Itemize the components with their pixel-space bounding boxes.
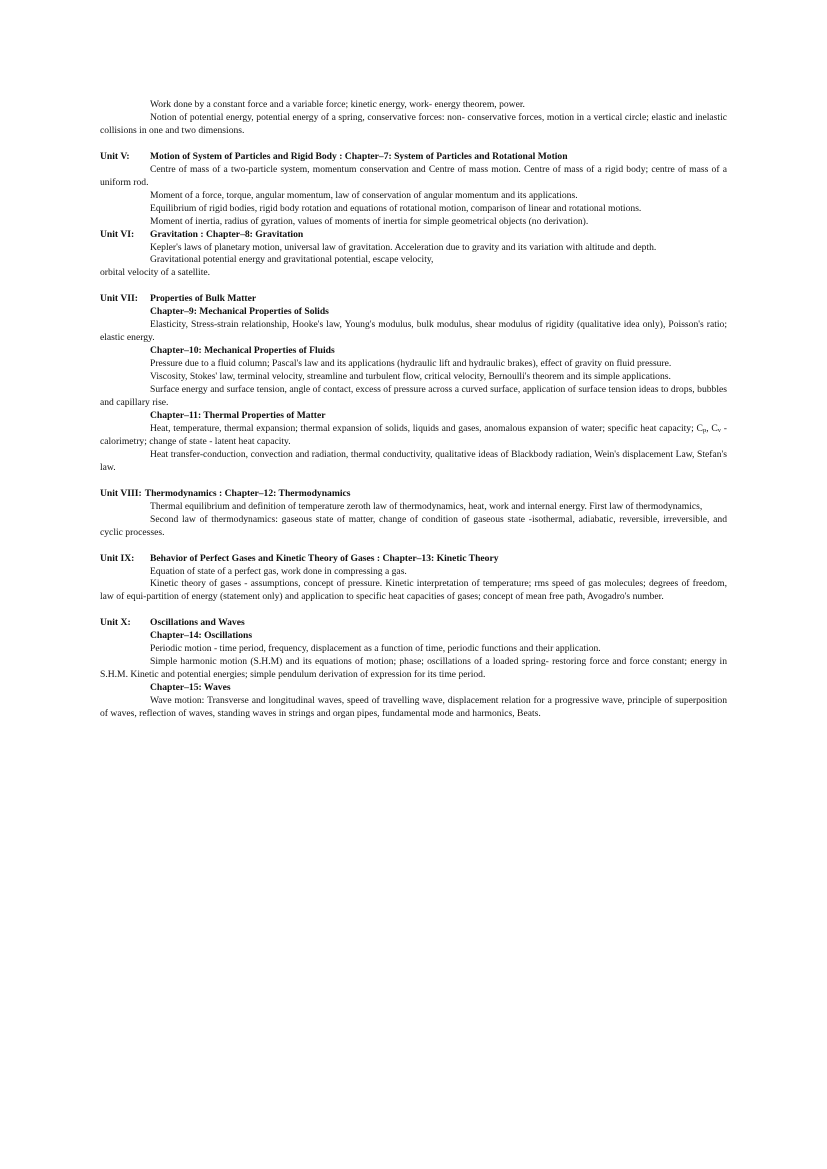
chapter-9-paragraph-elasticity: Elasticity, Stress-strain relationship, Hooke's law, Young's modulus, bulk modulus, shear modulus of rigidity (qualitative idea only), Poisson's ratio; elastic energy. xyxy=(100,319,727,344)
chapter-11-text-c: - calorimetry; change of state - latent heat capacity. xyxy=(100,422,728,447)
unit-10-label: Unit X: xyxy=(100,617,131,629)
cv-subscript: v xyxy=(717,426,722,434)
unit-6-label: Unit VI: xyxy=(100,228,135,240)
unit-8-paragraph-second-law: Second law of thermodynamics: gaseous state of matter, change of condition of gaseous state -isothermal, adiabatic, reversible, irreversible, and cyclic processes. xyxy=(100,513,727,538)
intro-paragraph-potential-energy: Notion of potential energy, potential energy of a spring, conservative forces: non- conservative forces, motion in a vertical circle; elastic and inelastic collisions in one and two dimensions. xyxy=(100,111,727,136)
unit-6-title: Gravitation : Chapter–8: Gravitation xyxy=(150,228,304,240)
chapter-10-paragraph-viscosity: Viscosity, Stokes' law, terminal velocity, streamline and turbulent flow, critical velocity, Bernoulli's theorem and its simple applications. xyxy=(150,371,671,383)
cp-subscript: p xyxy=(702,426,707,434)
unit-7-heading xyxy=(100,293,727,306)
unit-8-label: Unit VIII: xyxy=(100,487,142,499)
chapter-11-paragraph-heat-transfer: Heat transfer-conduction, convection and radiation, thermal conductivity, qualitative ideas of Blackbody radiation, Wein's displacement Law, Stefan's law. xyxy=(100,448,727,473)
unit-5-title: Motion of System of Particles and Rigid Body : Chapter–7: System of Particles and Rotational Motion xyxy=(150,150,568,162)
unit-5-paragraph-centre-of-mass: Centre of mass of a two-particle system, momentum conservation and Centre of mass motion. Centre of mass of a rigid body; centre of mass of a uniform rod. xyxy=(100,163,727,188)
chapter-10-paragraph-pressure: Pressure due to a fluid column; Pascal's law and its applications (hydraulic lift and hydraulic brakes), effect of gravity on fluid pressure. xyxy=(150,358,672,370)
intro-paragraph-work: Work done by a constant force and a variable force; kinetic energy, work- energy theorem, power. xyxy=(150,99,525,110)
unit-7-title: Properties of Bulk Matter xyxy=(150,293,257,305)
unit-9-label: Unit IX: xyxy=(100,552,135,564)
unit-8-title: Thermodynamics : Chapter–12: Thermodynamics xyxy=(144,487,351,499)
unit-6-paragraph-orbital: orbital velocity of a satellite. xyxy=(100,267,211,279)
chapter-15-paragraph-waves: Wave motion: Transverse and longitudinal waves, speed of travelling wave, displacement relation for a progressive wave, principle of superposition of waves, reflection of waves, standing waves in strings and organ pipes, fundamental mode and harmonics, Beats. xyxy=(100,695,727,720)
unit-9-paragraph-equation-of-state: Equation of state of a perfect gas, work done in compressing a gas. xyxy=(150,565,407,577)
unit-6-paragraph-potential: Gravitational potential energy and gravitational potential, escape velocity, xyxy=(150,254,434,266)
chapter-11-heading: Chapter–11: Thermal Properties of Matter xyxy=(150,409,326,421)
unit-5-label: Unit V: xyxy=(100,150,130,162)
unit-10-title: Oscillations and Waves xyxy=(150,617,245,629)
unit-8-heading xyxy=(100,488,727,501)
unit-6-heading xyxy=(100,229,727,242)
chapter-11-text-b: , C xyxy=(706,422,718,434)
unit-9-paragraph-kinetic-theory: Kinetic theory of gases - assumptions, concept of pressure. Kinetic interpretation of temperature; rms speed of gas molecules; degrees of freedom, law of equi-partition of energy (statement only) and application to specific heat capacities of gases; concept of mean free path, Avogadro's number. xyxy=(100,578,727,603)
unit-8-paragraph-equilibrium: Thermal equilibrium and definition of temperature zeroth law of thermodynamics, heat, work and internal energy. First law of thermodynamics, xyxy=(150,500,703,512)
unit-10-heading xyxy=(100,617,727,630)
chapter-10-heading: Chapter–10: Mechanical Properties of Fluids xyxy=(150,345,335,357)
unit-6-paragraph-kepler: Kepler's laws of planetary motion, universal law of gravitation. Acceleration due to gravity and its variation with altitude and depth. xyxy=(150,241,657,253)
chapter-11-paragraph-heat xyxy=(100,423,727,449)
chapter-14-heading: Chapter–14: Oscillations xyxy=(150,630,253,642)
unit-9-title: Behavior of Perfect Gases and Kinetic Theory of Gases : Chapter–13: Kinetic Theory xyxy=(150,552,499,564)
unit-5-heading xyxy=(100,151,727,164)
unit-9-heading xyxy=(100,553,727,566)
unit-5-paragraph-torque: Moment of a force, torque, angular momentum, law of conservation of angular momentum and its applications. xyxy=(150,189,578,201)
chapter-14-paragraph-periodic: Periodic motion - time period, frequency, displacement as a function of time, periodic functions and their application. xyxy=(150,643,601,655)
chapter-9-heading: Chapter–9: Mechanical Properties of Solids xyxy=(150,306,329,318)
chapter-15-heading: Chapter–15: Waves xyxy=(150,682,231,694)
chapter-11-text-a: Heat, temperature, thermal expansion; thermal expansion of solids, liquids and gases, anomalous expansion of water; specific heat capacity; C xyxy=(150,422,703,434)
unit-7-label: Unit VII: xyxy=(100,293,138,305)
unit-5-paragraph-equilibrium: Equilibrium of rigid bodies, rigid body rotation and equations of rotational motion, comparison of linear and rotational motions. xyxy=(150,202,642,214)
chapter-10-paragraph-surface-tension: Surface energy and surface tension, angle of contact, excess of pressure across a curved surface, application of surface tension ideas to drops, bubbles and capillary rise. xyxy=(100,384,727,409)
chapter-14-paragraph-shm: Simple harmonic motion (S.H.M) and its equations of motion; phase; oscillations of a loaded spring- restoring force and force constant; energy in S.H.M. Kinetic and potential energies; simple pendulum derivation of expression for its time period. xyxy=(100,656,727,681)
unit-5-paragraph-moment-of-inertia: Moment of inertia, radius of gyration, values of moments of inertia for simple geometrical objects (no derivation). xyxy=(150,215,589,227)
syllabus-page xyxy=(100,99,727,721)
